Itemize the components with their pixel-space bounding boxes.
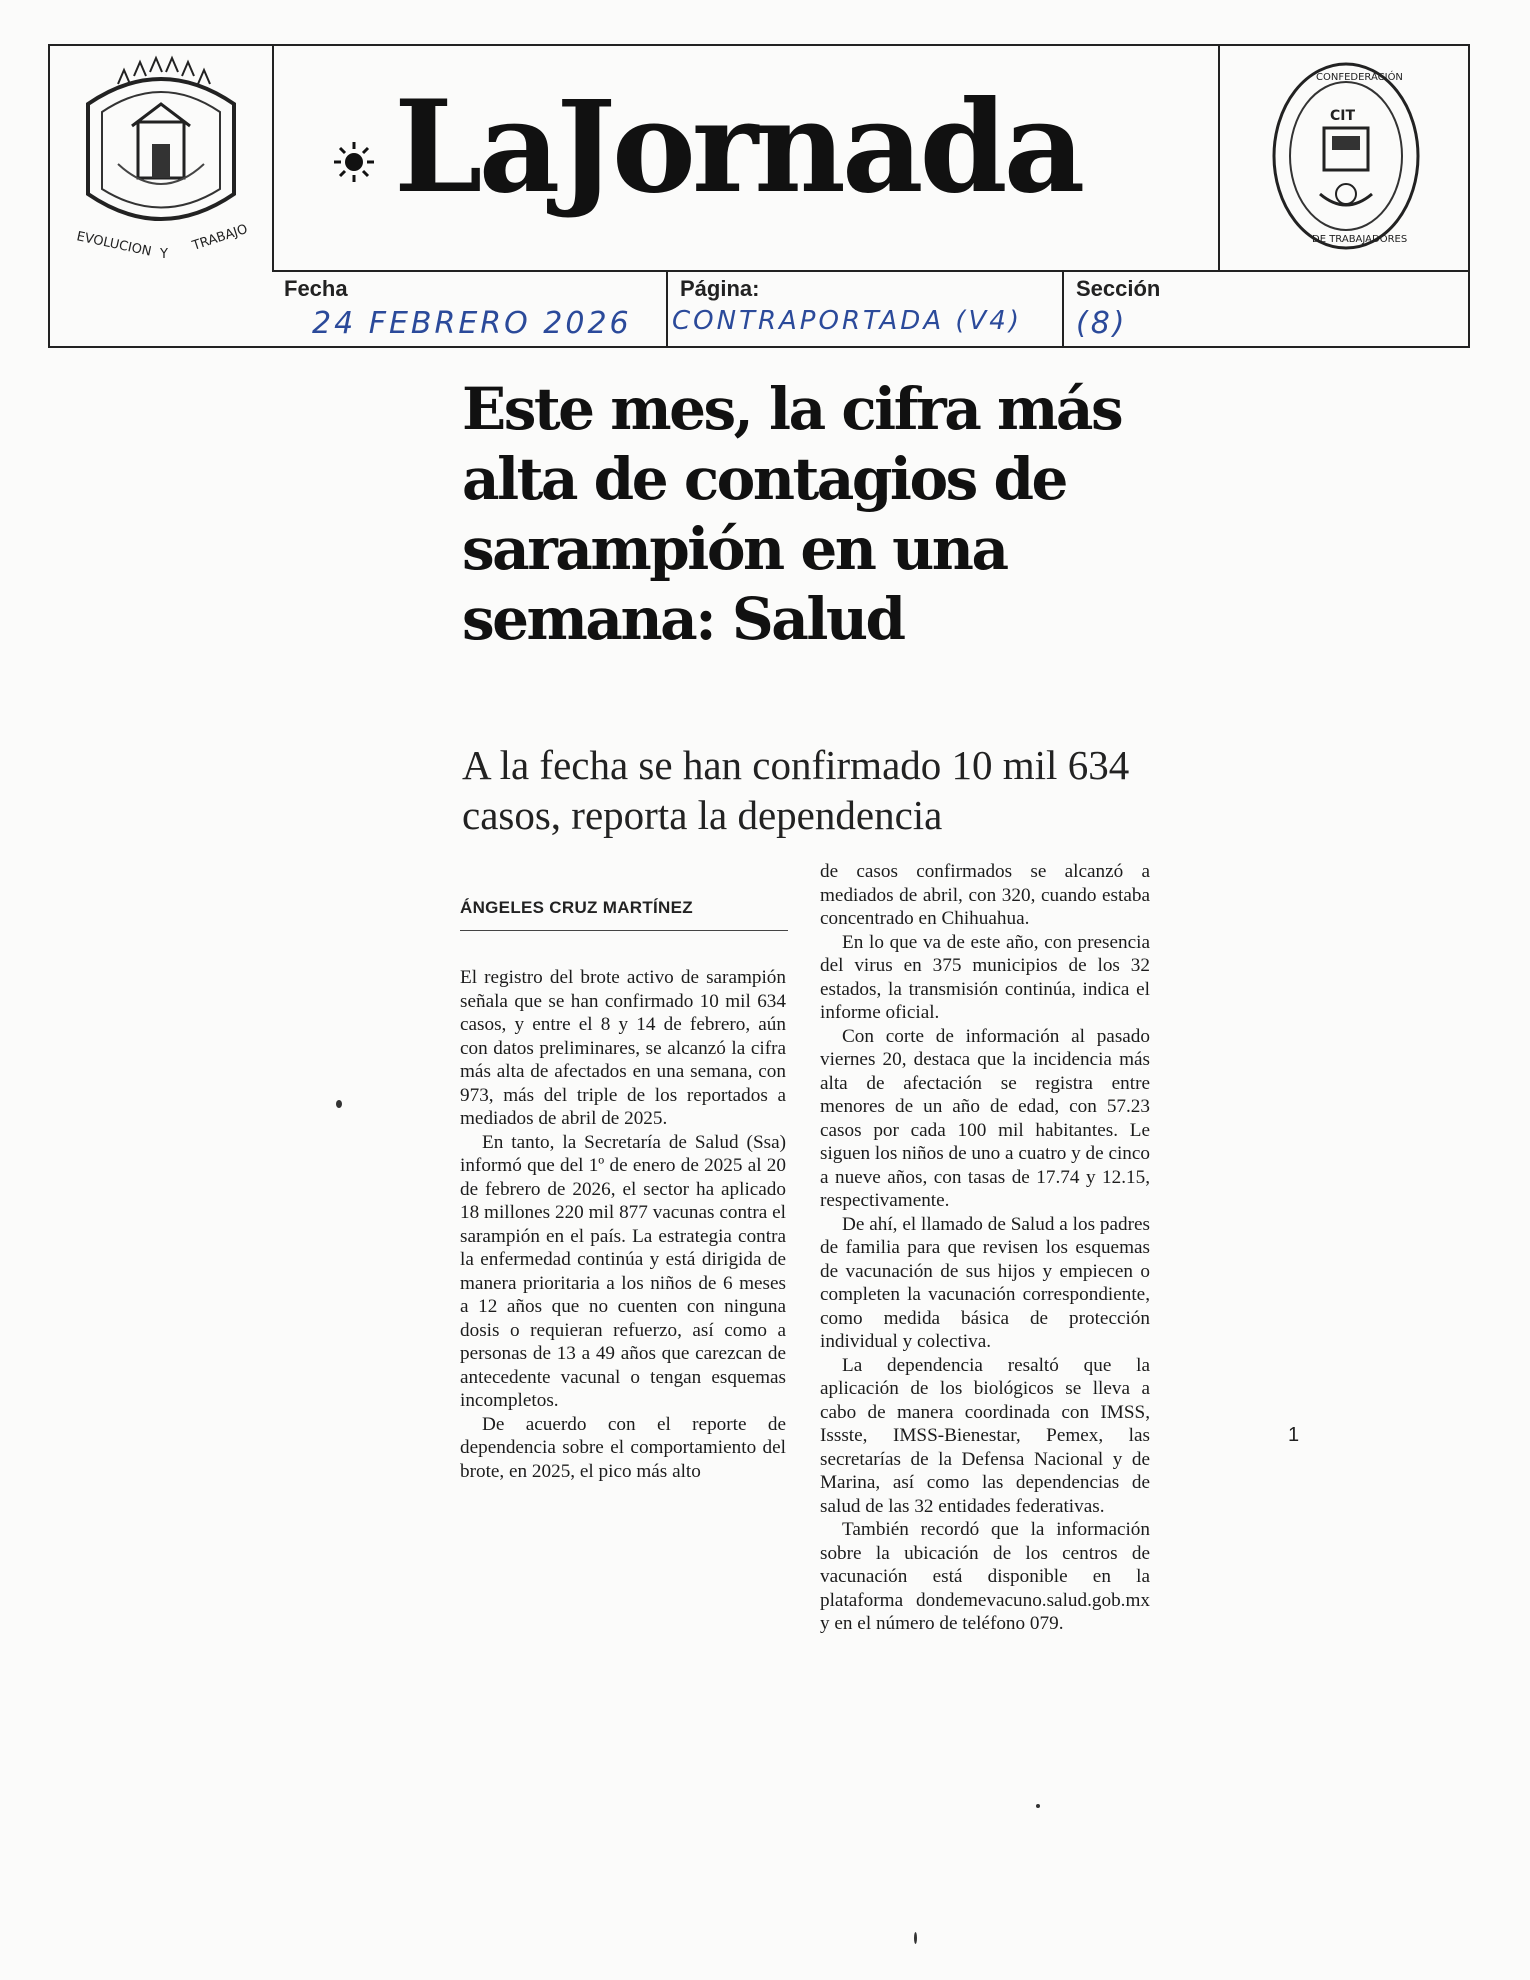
article-subhead: A la fecha se han confirmado 10 mil 634 casos, reporta la dependencia	[462, 742, 1130, 838]
paragraph: La dependencia resaltó que la aplicación de los biológicos se lleva a cabo de manera coordinada con IMSS, Issste, IMSS-Bienestar, Pemex, las secretarías de la Defensa Nacional y de Marina, así como las dependencias de salud de las 32 entidades federativas.	[820, 1354, 1150, 1517]
svg-text:EVOLUCION: EVOLUCION	[75, 229, 153, 260]
pagina-handwritten: CONTRAPORTADA (V4)	[672, 306, 1022, 336]
page-number: 1	[1288, 1424, 1300, 1446]
masthead-cell	[274, 44, 1218, 270]
cit-seal-icon	[1220, 44, 1472, 270]
right-seal-cell	[1218, 44, 1470, 270]
sun-icon	[332, 140, 376, 184]
left-seal-cell	[48, 44, 274, 270]
fecha-cell	[272, 272, 668, 348]
seccion-cell	[1064, 272, 1470, 348]
seccion-handwritten: (8)	[1076, 306, 1128, 341]
paragraph: Con corte de información al pasado viernes 20, destaca que la incidencia más alta de afectación se registra entre menores de un año de edad, con 57.23 casos por cada 100 mil habitantes. Le siguen los niños de uno a cuatro y de cinco a nueve años, con tasas de 17.74 y 12.15, respectivamente.	[820, 1025, 1150, 1211]
paragraph: De ahí, el llamado de Salud a los padres de familia para que revisen los esquemas de vacunación de sus hijos y empiecen o completen la vacunación correspondiente, como medida básica de protección individual y colectiva.	[820, 1213, 1150, 1352]
paragraph: El registro del brote activo de sarampión señala que se han confirmado 10 mil 634 casos, y entre el 8 y 14 de febrero, aún con datos preliminares, se alcanzó la cifra más alta de afectados en una semana, con 973, más del triple de los reportados a mediados de abril de 2025.	[460, 967, 786, 1129]
scan-speck	[914, 1932, 917, 1944]
pagina-cell	[668, 272, 1064, 348]
seccion-label: Sección	[1076, 276, 1161, 301]
scan-speck	[1036, 1804, 1040, 1808]
pagina-label: Página:	[680, 276, 760, 301]
article-column-right	[820, 860, 1150, 1636]
paragraph: En lo que va de este año, con presencia del virus en 375 municipios de los 32 estados, la transmisión continúa, indica el informe oficial.	[820, 931, 1150, 1023]
paragraph: De acuerdo con el reporte de dependencia sobre el comportamiento del brote, en 2025, el pico más alto	[460, 1413, 786, 1482]
svg-text:Y: Y	[160, 247, 168, 262]
scan-speck	[336, 1100, 342, 1108]
clipping-info-row	[272, 270, 1470, 348]
paragraph: También recordó que la información sobre la ubicación de los centros de vacunación está disponible en la plataforma dondemevacuno.salud.gob.mx y en el número de teléfono 079.	[820, 1519, 1150, 1634]
fecha-label: Fecha	[284, 276, 348, 301]
article-byline: ÁNGELES CRUZ MARTÍNEZ	[460, 898, 788, 931]
svg-text:TRABAJO: TRABAJO	[190, 221, 250, 254]
article-column-left	[460, 966, 786, 1483]
svg-text:CONFEDERACIÓN: CONFEDERACIÓN	[1316, 72, 1403, 83]
masthead-title: LaJornada	[394, 73, 1082, 221]
paragraph: En tanto, la Secretaría de Salud (Ssa) informó que del 1º de enero de 2025 al 20 de febrero de 2026, el sector ha aplicado 18 millones 220 mil 877 vacunas contra el sarampión en el país. La estrategia contra la enfermedad continúa y está dirigida de manera prioritaria a los niños de 6 meses a 12 años que no cuenten con ninguna dosis o requieran refuerzo, así como a personas de 13 a 49 años que carezcan de antecedente vacunal o tengan esquemas incompletos.	[460, 1131, 786, 1411]
paragraph: de casos confirmados se alcanzó a mediados de abril, con 320, cuando estaba concentrado en Chihuahua.	[820, 861, 1150, 929]
fecha-handwritten: 24 FEBRERO 2026	[312, 306, 632, 341]
article-headline: Este mes, la cifra más alta de contagios de sarampión en una semana: Salud	[462, 375, 1122, 653]
svg-text:CIT: CIT	[1330, 108, 1356, 124]
svg-text:DE TRABAJADORES: DE TRABAJADORES	[1312, 234, 1408, 245]
union-seal-icon	[48, 44, 274, 270]
